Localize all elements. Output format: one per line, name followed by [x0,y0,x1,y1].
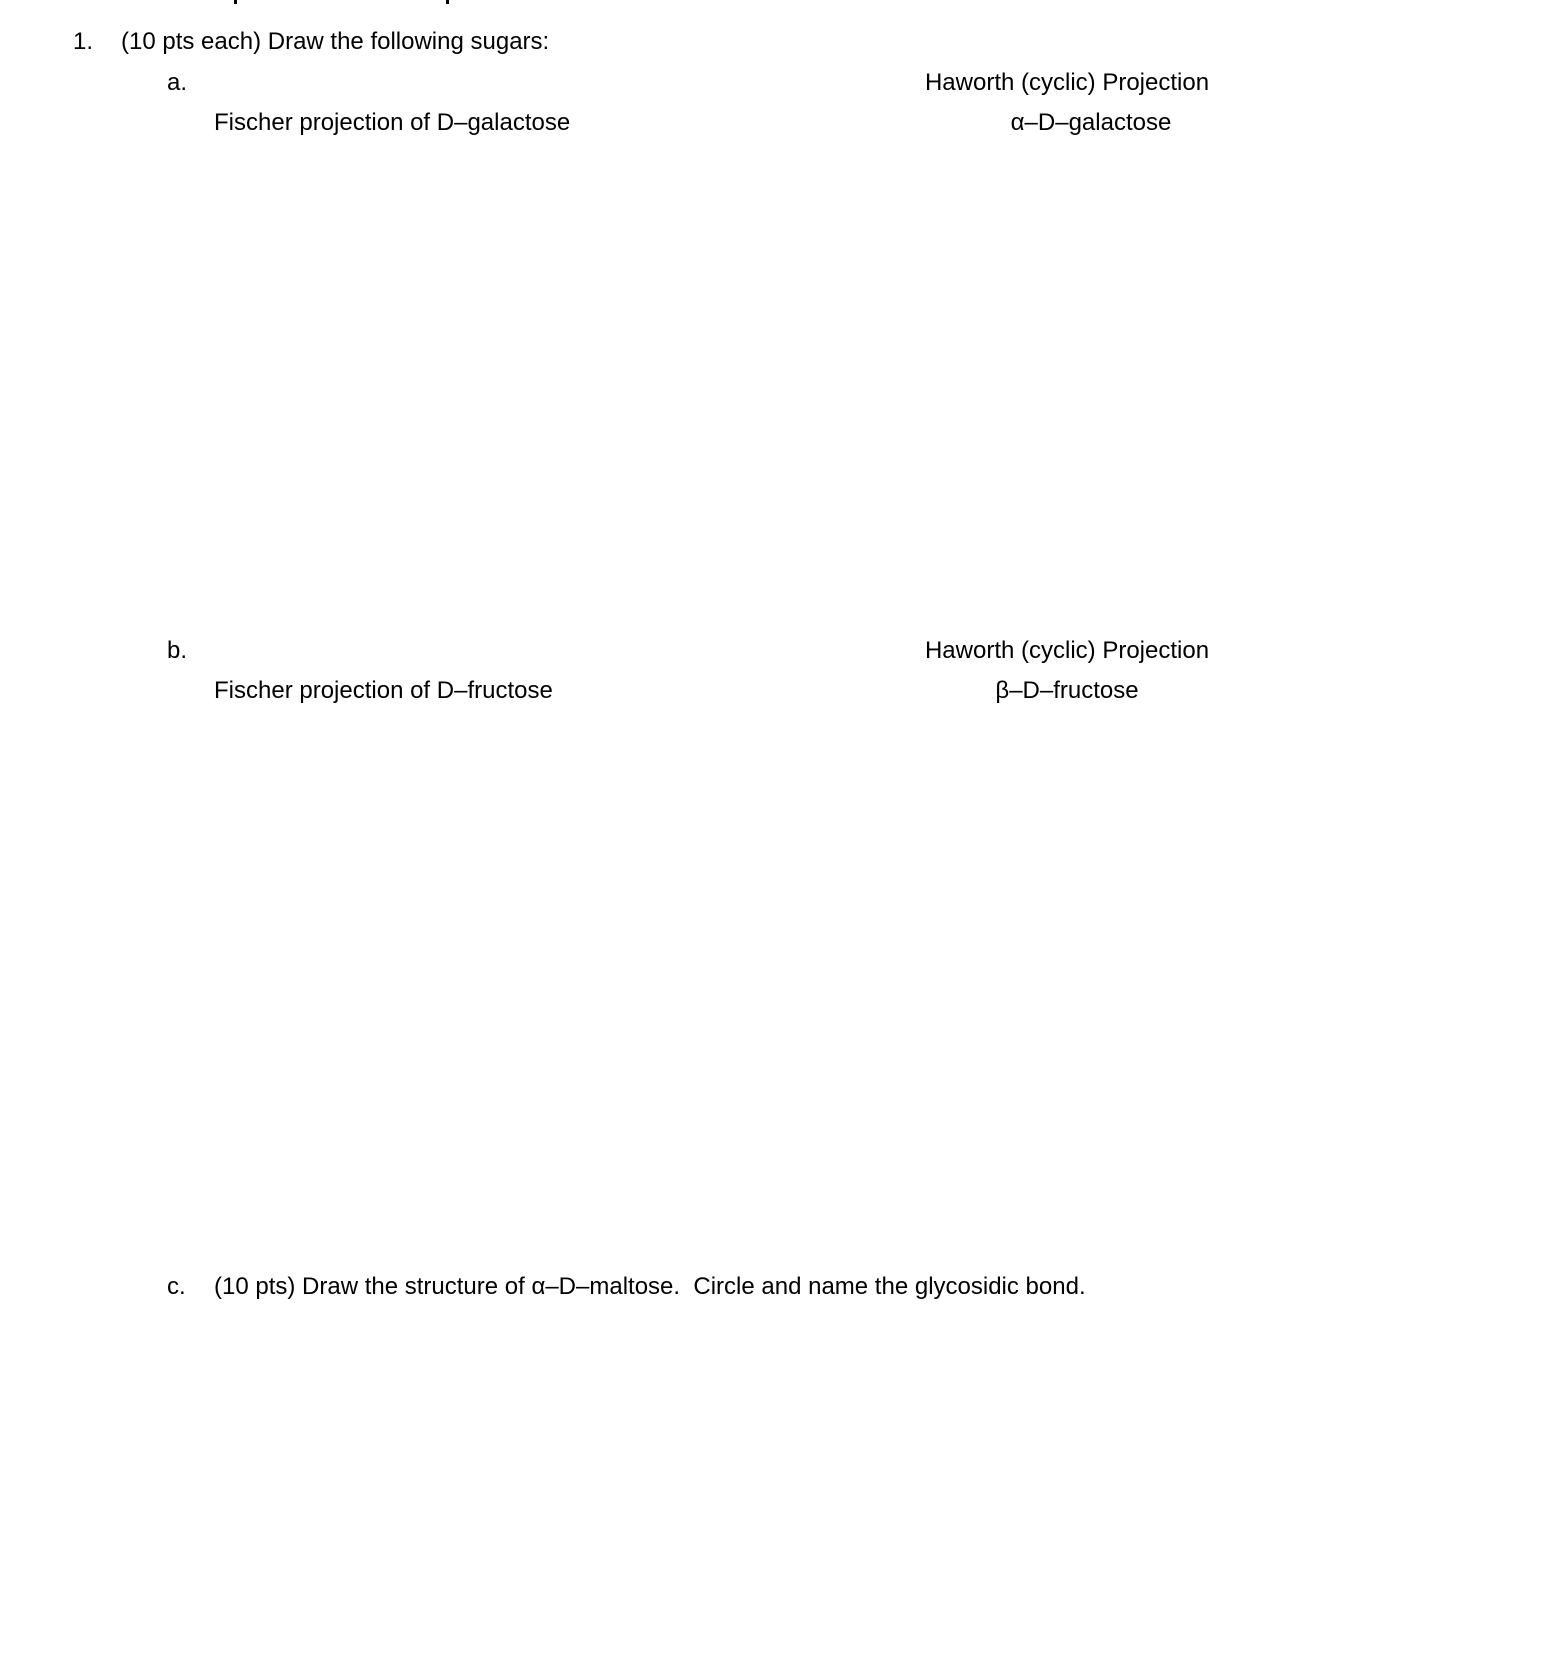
part-b-haworth-label: β–D–fructose [995,677,1139,704]
part-c-letter: c. [167,1273,186,1300]
part-b-letter: b. [167,637,188,664]
part-b-fischer-label: Fischer projection of D–fructose [214,677,553,704]
question-number: 1. [73,28,94,55]
cropped-text-fragment [446,0,449,4]
question-heading: (10 pts each) Draw the following sugars: [121,28,550,55]
cropped-text-fragment [234,0,237,4]
part-a-haworth-label: α–D–galactose [1010,109,1172,136]
part-a-letter: a. [167,69,188,96]
part-c-prompt: (10 pts) Draw the structure of α–D–maltose. Circle and name the glycosidic bond. [214,1273,1086,1300]
part-b-haworth-title: Haworth (cyclic) Projection [924,637,1210,664]
part-a-haworth-title: Haworth (cyclic) Projection [924,69,1210,96]
part-a-fischer-label: Fischer projection of D–galactose [214,109,571,136]
